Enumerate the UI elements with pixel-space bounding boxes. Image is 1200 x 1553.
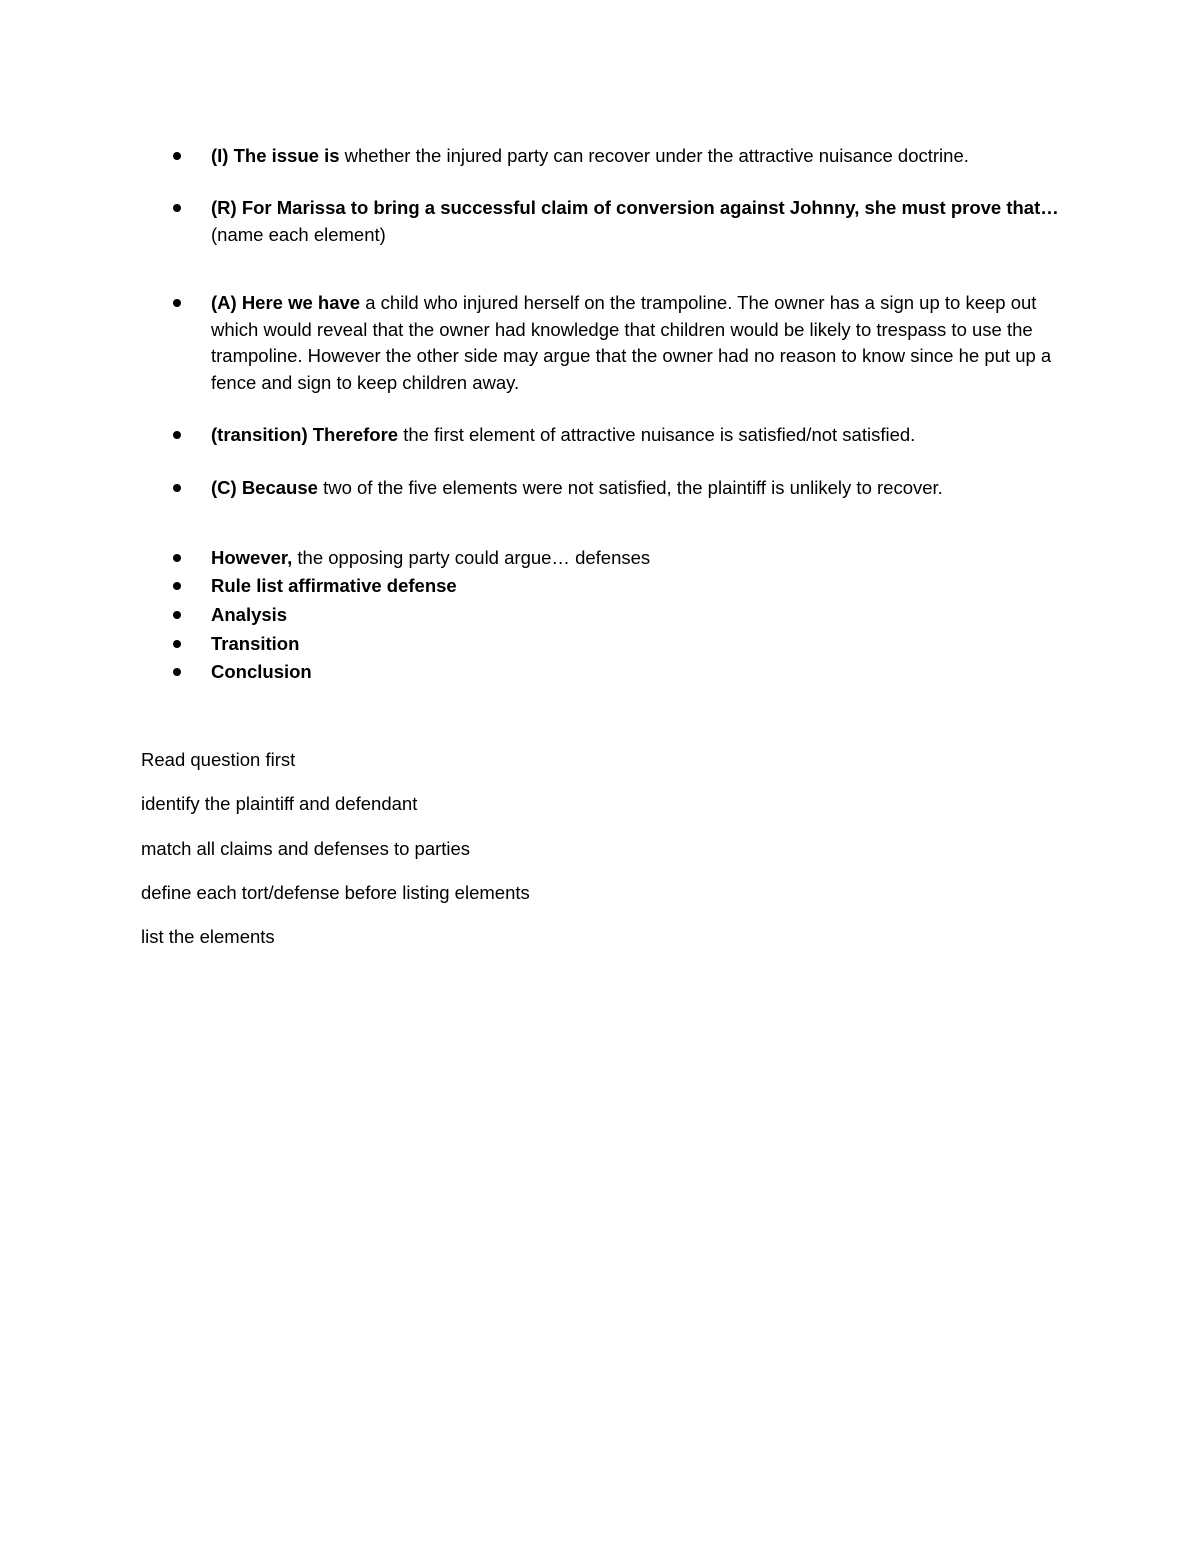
step-read-question: Read question first <box>141 749 296 770</box>
issue-item <box>168 143 1068 170</box>
bullet-icon <box>173 484 181 492</box>
bullet-icon <box>173 582 181 590</box>
issue-lead: (I) The issue is <box>211 145 340 166</box>
defense-conclusion-lead: Conclusion <box>211 661 312 682</box>
rule-text <box>211 195 1068 248</box>
bullet-icon <box>173 668 181 676</box>
analysis-item <box>168 290 1068 396</box>
conclusion-rest: two of the five elements were not satisfied, the plaintiff is unlikely to recover. <box>317 477 943 498</box>
bullet-icon <box>173 299 181 307</box>
defense-analysis-lead: Analysis <box>211 604 288 625</box>
defense-rule-item <box>168 573 1068 600</box>
defense-lead: However, <box>211 547 293 568</box>
defense-analysis-text <box>211 602 1068 629</box>
defense-rest: the opposing party could argue… defenses <box>292 547 651 568</box>
bullet-icon <box>173 640 181 648</box>
transition-lead: (transition) Therefore <box>211 424 399 445</box>
issue-text <box>211 143 1068 170</box>
defense-conclusion-item <box>168 659 1068 686</box>
bullet-icon <box>173 431 181 439</box>
step-identify-parties: identify the plaintiff and defendant <box>141 793 418 814</box>
issue-rest: whether the injured party can recover under the attractive nuisance doctrine. <box>339 145 969 166</box>
defense-text <box>211 545 1068 572</box>
analysis-lead: (A) Here we have <box>211 292 361 313</box>
step-match-claims: match all claims and defenses to parties <box>141 838 471 859</box>
transition-item <box>168 422 1068 449</box>
analysis-rest: a child who injured herself on the trampoline. The owner has a sign up to keep out which would reveal that the owner had knowledge that children would be likely to trespass to use the trampoline. However the other side may argue that the owner had no reason to know since he put up a fence and sign to keep children away. <box>211 292 1052 393</box>
step-define-tort: define each tort/defense before listing elements <box>141 882 530 903</box>
conclusion-item <box>168 475 1068 502</box>
conclusion-lead: (C) Because <box>211 477 318 498</box>
defense-item <box>168 545 1068 572</box>
rule-lead: (R) For Marissa to bring a successful claim of conversion against Johnny, she must prove that… <box>211 197 1059 218</box>
transition-text <box>211 422 1068 449</box>
transition-rest: the first element of attractive nuisance is satisfied/not satisfied. <box>398 424 916 445</box>
step-list-elements: list the elements <box>141 926 275 947</box>
defense-rule-text <box>211 573 1068 600</box>
bullet-icon <box>173 152 181 160</box>
conclusion-text <box>211 475 1068 502</box>
defense-transition-item <box>168 631 1068 658</box>
rule-rest: (name each element) <box>211 223 386 245</box>
defense-conclusion-text <box>211 659 1068 686</box>
defense-rule-lead: Rule list affirmative defense <box>211 575 457 596</box>
defense-transition-text <box>211 631 1068 658</box>
defense-analysis-item <box>168 602 1068 629</box>
bullet-icon <box>173 554 181 562</box>
bullet-icon <box>173 204 181 212</box>
defense-transition-lead: Transition <box>211 633 300 654</box>
analysis-text <box>211 290 1068 396</box>
bullet-icon <box>173 611 181 619</box>
rule-item <box>168 195 1068 248</box>
